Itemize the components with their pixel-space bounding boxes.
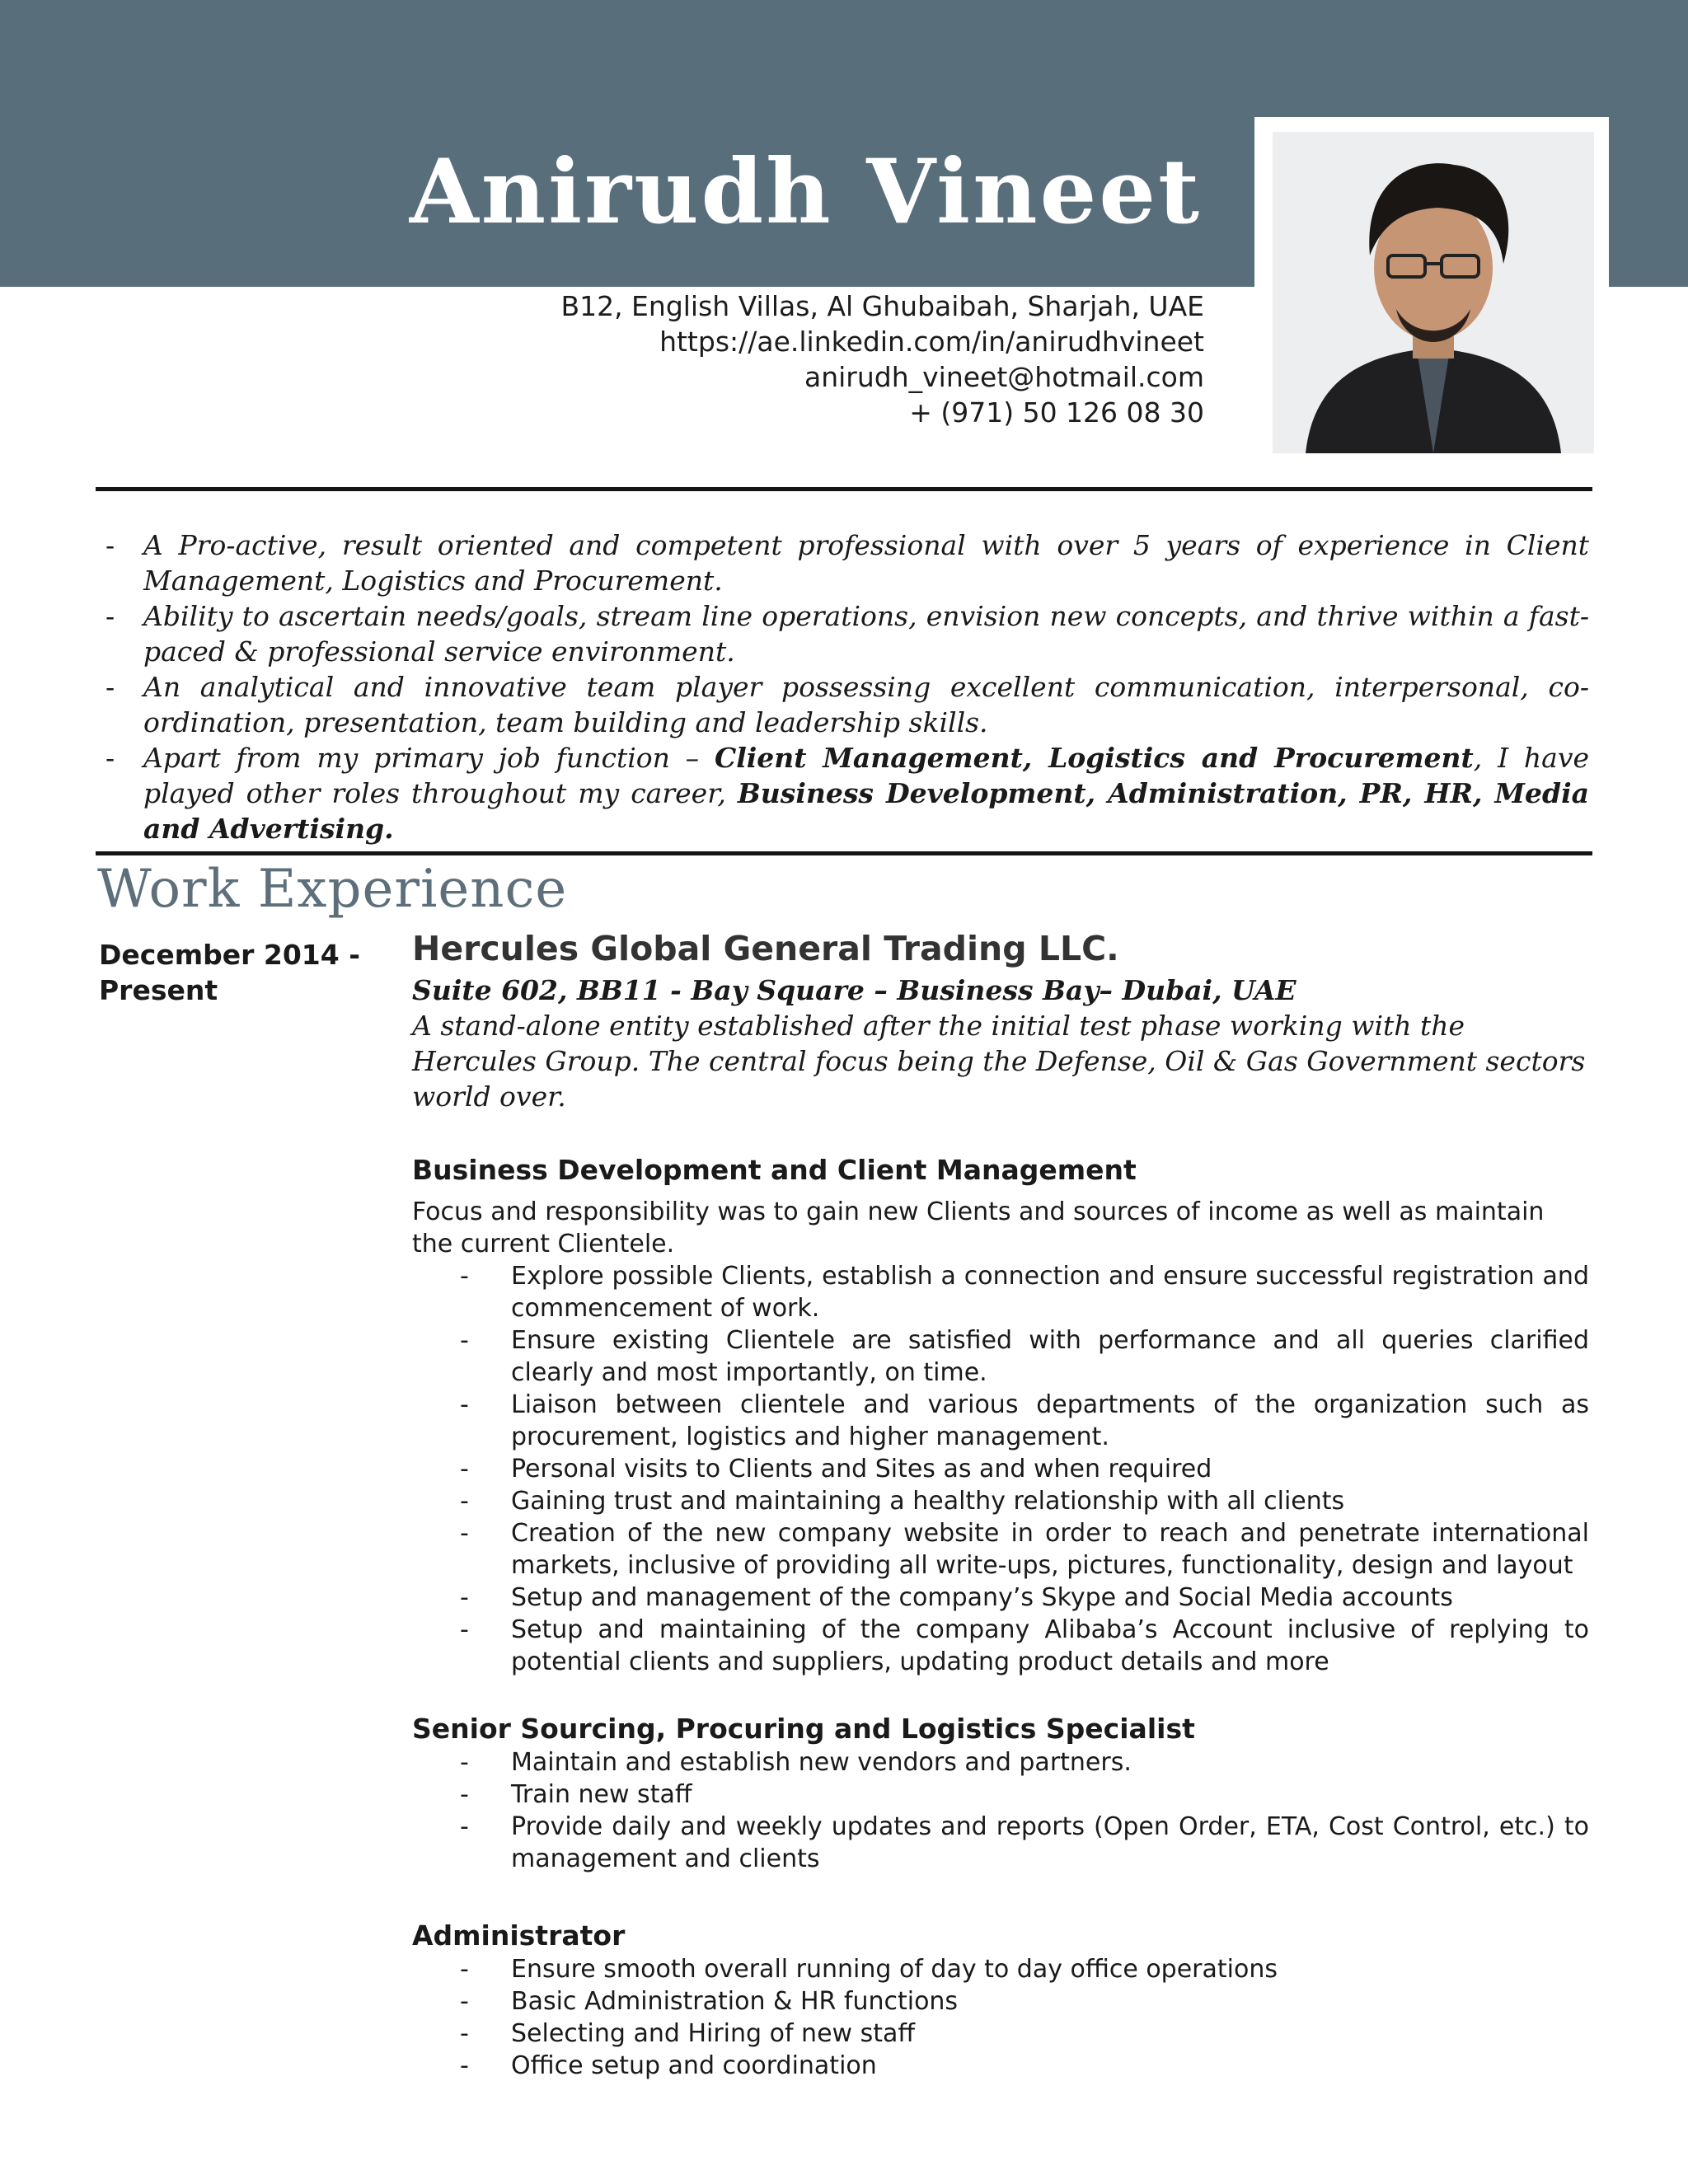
summary-bold: Business Development, Administration, PR, HR, Media and Advertising. [143,777,1589,845]
summary-item: - Ability to ascertain needs/goals, stream line operations, envision new concepts, and thrive within a fast-paced & professional service environment. [106,598,1589,669]
summary-item [106,740,1589,846]
list-item: - Gaining trust and maintaining a healthy relationship with all clients [412,1485,1589,1517]
role-title: Senior Sourcing, Procuring and Logistics Specialist [412,1713,1195,1745]
list-item: - Explore possible Clients, establish a connection and ensure successful registration and commencement of work. [412,1260,1589,1324]
list-item: - Basic Administration & HR functions [412,1985,1589,2018]
profile-photo [1273,132,1594,453]
summary-item: - A Pro-active, result oriented and competent professional with over 5 years of experience in Client Management, Logistics and Procurement. [106,527,1589,598]
contact-address: B12, English Villas, Al Ghubaibah, Sharjah, UAE [560,290,1204,322]
list-item: - Maintain and establish new vendors and partners. [412,1746,1589,1779]
role-intro: Focus and responsibility was to gain new Clients and sources of income as well as maintain the current Clientele. [412,1197,1545,1258]
contact-block [560,288,1204,430]
list-item: - Provide daily and weekly updates and reports (Open Order, ETA, Cost Control, etc.) to management and clients [412,1811,1589,1875]
list-item: - Train new staff [412,1779,1589,1811]
role-bullets [412,1746,1589,1875]
summary-text: , I have played other roles throughout my career, [143,742,1589,809]
role-title: Business Development and Client Management [412,1154,1137,1186]
list-item: - Ensure smooth overall running of day to day office operations [412,1953,1589,1985]
divider-work [96,851,1592,855]
contact-linkedin: https://ae.linkedin.com/in/anirudhvineet [659,326,1204,358]
company-name: Hercules Global General Trading LLC. [412,929,1119,968]
summary-list [106,527,1589,846]
list-item: - Liaison between clientele and various departments of the organization such as procurement, logistics and higher management. [412,1389,1589,1453]
list-item: - Creation of the new company website in order to reach and penetrate international markets, inclusive of providing all write-ups, pictures, functionality, design and layout [412,1517,1589,1582]
divider-top [96,487,1592,491]
role-title: Administrator [412,1919,626,1952]
list-item: - Office setup and coordination [412,2050,1589,2082]
summary-text: Apart from my primary job function – [143,742,715,774]
contact-email: anirudh_vineet@hotmail.com [804,361,1204,393]
role-bullets [412,1953,1589,2082]
list-item: - Selecting and Hiring of new staff [412,2018,1589,2050]
candidate-name: Anirudh Vineet [409,140,1202,244]
role-bullets [412,1260,1589,1678]
section-title-work-experience: Work Experience [97,859,568,920]
summary-bold: Client Management, Logistics and Procurement [714,742,1474,774]
job-date: December 2014 - Present [99,939,360,1006]
list-item: - Personal visits to Clients and Sites as and when required [412,1453,1589,1485]
list-item: - Setup and maintaining of the company Alibaba’s Account inclusive of replying to potential clients and suppliers, updating product details and more [412,1614,1589,1678]
contact-phone: + (971) 50 126 08 30 [909,396,1204,429]
summary-item: - An analytical and innovative team player possessing excellent communication, interpersonal, co-ordination, presentation, team building and leadership skills. [106,669,1589,740]
list-item: - Setup and management of the company’s Skype and Social Media accounts [412,1582,1589,1614]
profile-photo-icon [1273,132,1594,453]
job-entry [412,925,1589,2082]
company-description: A stand-alone entity established after the initial test phase working with the Hercules Group. The central focus being the Defense, Oil & Gas Government sectors world over. [412,1010,1586,1113]
company-address: Suite 602, BB11 - Bay Square – Business Bay– Dubai, UAE [412,974,1296,1006]
list-item: - Ensure existing Clientele are satisfied with performance and all queries clarified clearly and most importantly, on time. [412,1324,1589,1389]
